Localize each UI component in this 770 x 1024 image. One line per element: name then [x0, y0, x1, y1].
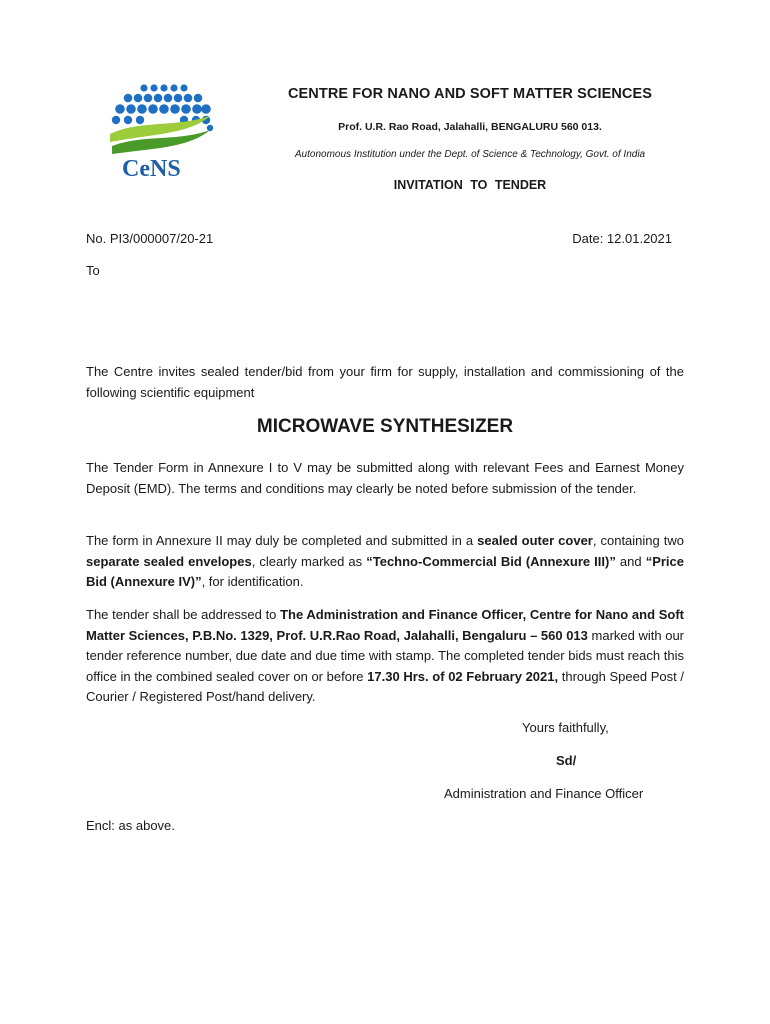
- text-run: and: [615, 553, 646, 569]
- text-run: marked with our tender reference number, due date and due time with stamp. The completed tender bids must reach this office in the combined sealed cover on or before: [86, 627, 684, 684]
- logo-dot: [159, 104, 169, 114]
- logo-dot: [164, 94, 173, 103]
- logo-dot: [207, 125, 213, 131]
- logo-dot: [174, 94, 183, 103]
- text-run: , containing two: [592, 533, 685, 548]
- logo-dot: [181, 104, 191, 114]
- logo-dot: [180, 84, 187, 91]
- logo-dot: [112, 116, 120, 124]
- org-affiliation: Autonomous Institution under the Dept. of Science & Technology, Govt. of India: [294, 149, 646, 160]
- logo-dot: [192, 104, 202, 114]
- recipient-label: To: [86, 263, 100, 278]
- logo-dot: [136, 116, 144, 124]
- logo-dot: [170, 84, 177, 91]
- logo-dot: [140, 84, 147, 91]
- org-name: CENTRE FOR NANO AND SOFT MATTER SCIENCES: [287, 86, 653, 102]
- address-paragraph: [86, 605, 684, 708]
- cens-logo-graphic: [98, 76, 228, 186]
- bold-run: sealed outer cover: [477, 533, 593, 548]
- bold-run: 17.30 Hrs. of 02 February 2021,: [367, 668, 559, 684]
- logo-dot: [124, 94, 133, 103]
- text-run: through Speed Post / Courier / Registered Post/hand delivery.: [86, 668, 684, 705]
- signature-mark: Sd/: [556, 753, 577, 768]
- text-run: , for identification.: [201, 574, 304, 590]
- document-date: Date: 12.01.2021: [572, 231, 672, 246]
- bold-run: “Techno-Commercial Bid (Annexure III)”: [366, 553, 616, 569]
- logo-dot: [126, 104, 136, 114]
- bold-run: “Price Bid (Annexure IV)”: [86, 553, 685, 590]
- logo-dot: [201, 104, 211, 114]
- logo-dot: [144, 94, 153, 103]
- logo-dot: [154, 94, 163, 103]
- logo-dot: [124, 116, 132, 124]
- bold-run: separate sealed envelopes: [86, 553, 252, 569]
- bold-run: The Administration and Finance Officer, Centre for Nano and Soft Matter Sciences, P.B.No. 1329, Prof. U.R.Rao Road, Jalahalli, Bengaluru – 560 013: [86, 607, 684, 643]
- text-run: The form in Annexure II may duly be completed and submitted in a: [86, 533, 478, 548]
- logo-text: CeNS: [122, 156, 181, 182]
- enclosure-note: Encl: as above.: [86, 818, 175, 833]
- submission-paragraph: [86, 531, 684, 593]
- signatory-title: Administration and Finance Officer: [444, 786, 644, 801]
- tender-form-paragraph: The Tender Form in Annexure I to V may be submitted along with relevant Fees and Earnest Money Deposit (EMD). The terms and conditions may clearly be noted before submission of the tender.: [86, 460, 684, 496]
- logo-dot: [150, 84, 157, 91]
- notice-title: INVITATION TO TENDER: [393, 178, 547, 192]
- logo-dot: [160, 84, 167, 91]
- org-address: Prof. U.R. Rao Road, Jalahalli, BENGALURU 560 013.: [338, 121, 602, 133]
- text-run: The tender shall be addressed to: [86, 607, 281, 622]
- logo-dot: [137, 104, 147, 114]
- closing-salutation: Yours faithfully,: [522, 720, 609, 735]
- logo-dot: [184, 94, 193, 103]
- intro-paragraph: The Centre invites sealed tender/bid from your firm for supply, installation and commissioning of the following scientific equipment: [86, 364, 684, 400]
- reference-number: No. PI3/000007/20-21: [86, 231, 214, 246]
- equipment-title: MICROWAVE SYNTHESIZER: [256, 416, 514, 437]
- logo-dot: [148, 104, 158, 114]
- text-run: , clearly marked as: [251, 553, 367, 569]
- cens-logo: [98, 76, 228, 186]
- logo-dot: [115, 104, 125, 114]
- logo-dot: [134, 94, 143, 103]
- logo-dot: [194, 94, 203, 103]
- logo-dot: [170, 104, 180, 114]
